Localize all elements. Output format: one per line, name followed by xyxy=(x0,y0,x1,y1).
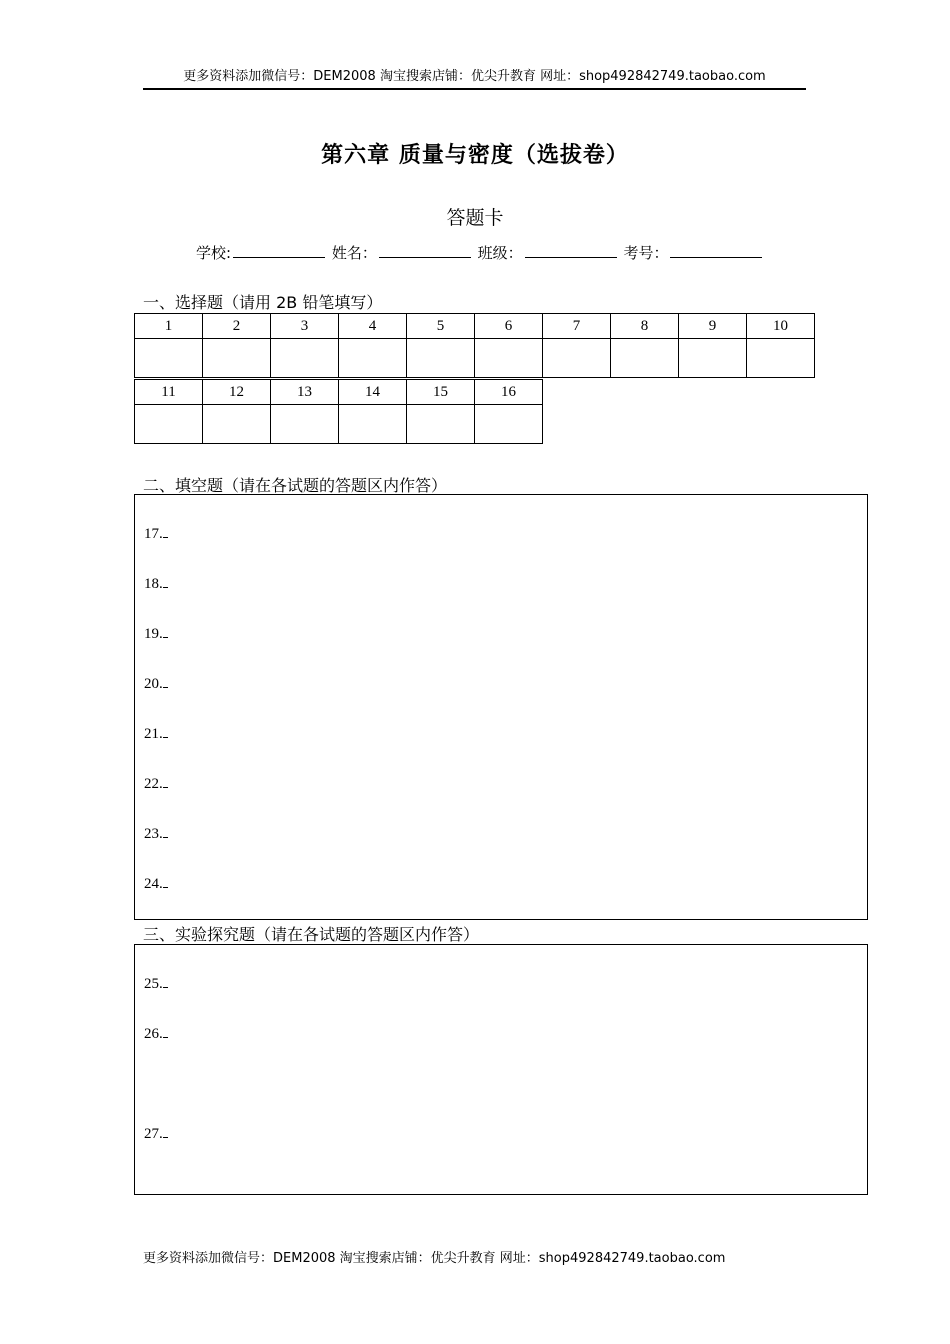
question-number: 12 xyxy=(203,380,271,405)
question-label: 19. xyxy=(144,626,163,642)
question-label: 25. xyxy=(144,976,163,992)
question-number: 11 xyxy=(135,380,203,405)
answer-cell[interactable] xyxy=(679,339,747,378)
fill-question[interactable] xyxy=(144,575,168,593)
answer-cell[interactable] xyxy=(407,339,475,378)
section-experiment-title: 三、实验探究题（请在各试题的答题区内作答） xyxy=(143,925,480,944)
question-label: 21. xyxy=(144,726,163,742)
question-number: 13 xyxy=(271,380,339,405)
answer-cell[interactable] xyxy=(135,405,203,444)
question-label: 20. xyxy=(144,676,163,692)
exam-number-label: 考号： xyxy=(623,244,669,262)
answer-cell[interactable] xyxy=(339,405,407,444)
school-label: 学校: xyxy=(196,244,232,262)
student-info-line xyxy=(196,242,764,263)
page-header xyxy=(143,68,806,90)
header-text: 更多资料添加微信号：DEM2008 淘宝搜索店铺：优尖升教育 网址：shop492842749.taobao.com xyxy=(183,69,766,84)
exam-number-field[interactable] xyxy=(670,243,762,258)
school-field[interactable] xyxy=(233,243,325,258)
question-label: 26. xyxy=(144,1026,163,1042)
answer-cell[interactable] xyxy=(475,405,543,444)
answer-cell[interactable] xyxy=(747,339,815,378)
answer-cell[interactable] xyxy=(203,339,271,378)
question-number: 14 xyxy=(339,380,407,405)
fill-question[interactable] xyxy=(144,875,168,893)
answer-cell[interactable] xyxy=(271,339,339,378)
question-label: 18. xyxy=(144,576,163,592)
experiment-question[interactable] xyxy=(144,975,168,993)
fill-question[interactable] xyxy=(144,525,168,543)
fill-question[interactable] xyxy=(144,625,168,643)
fill-question[interactable] xyxy=(144,725,168,743)
fill-question[interactable] xyxy=(144,675,168,693)
answer-cell[interactable] xyxy=(203,405,271,444)
class-label: 班级： xyxy=(477,244,523,262)
choice-grid-row1 xyxy=(134,313,815,378)
answer-cell[interactable] xyxy=(339,339,407,378)
answer-cell[interactable] xyxy=(135,339,203,378)
question-number: 9 xyxy=(679,314,747,339)
question-label: 22. xyxy=(144,776,163,792)
name-label: 姓名： xyxy=(331,244,377,262)
page-title: 第六章 质量与密度（选拔卷） xyxy=(321,143,629,168)
question-number: 15 xyxy=(407,380,475,405)
name-field[interactable] xyxy=(379,243,471,258)
answer-cell[interactable] xyxy=(407,405,475,444)
class-field[interactable] xyxy=(525,243,617,258)
answer-sheet-title: 答题卡 xyxy=(446,207,504,229)
choice-grid-row2 xyxy=(134,379,543,444)
question-number: 6 xyxy=(475,314,543,339)
experiment-answer-area[interactable] xyxy=(134,944,868,1195)
question-number: 10 xyxy=(747,314,815,339)
answer-cell[interactable] xyxy=(271,405,339,444)
question-number: 1 xyxy=(135,314,203,339)
answer-cell[interactable] xyxy=(543,339,611,378)
fill-question[interactable] xyxy=(144,825,168,843)
answer-cell[interactable] xyxy=(475,339,543,378)
page-footer: 更多资料添加微信号：DEM2008 淘宝搜索店铺：优尖升教育 网址：shop492842749.taobao.com xyxy=(143,1251,726,1266)
fill-question[interactable] xyxy=(144,775,168,793)
section-fill-title: 二、填空题（请在各试题的答题区内作答） xyxy=(143,476,448,495)
question-label: 17. xyxy=(144,526,163,542)
question-number: 5 xyxy=(407,314,475,339)
question-number: 8 xyxy=(611,314,679,339)
question-number: 4 xyxy=(339,314,407,339)
answer-cell[interactable] xyxy=(611,339,679,378)
experiment-question[interactable] xyxy=(144,1025,168,1043)
question-number: 7 xyxy=(543,314,611,339)
question-number: 2 xyxy=(203,314,271,339)
question-label: 24. xyxy=(144,876,163,892)
fill-answer-area[interactable] xyxy=(134,494,868,920)
section-choice-title: 一、选择题（请用 2B 铅笔填写） xyxy=(143,293,383,312)
question-label: 23. xyxy=(144,826,163,842)
question-label: 27. xyxy=(144,1126,163,1142)
experiment-question[interactable] xyxy=(144,1125,168,1143)
question-number: 16 xyxy=(475,380,543,405)
question-number: 3 xyxy=(271,314,339,339)
